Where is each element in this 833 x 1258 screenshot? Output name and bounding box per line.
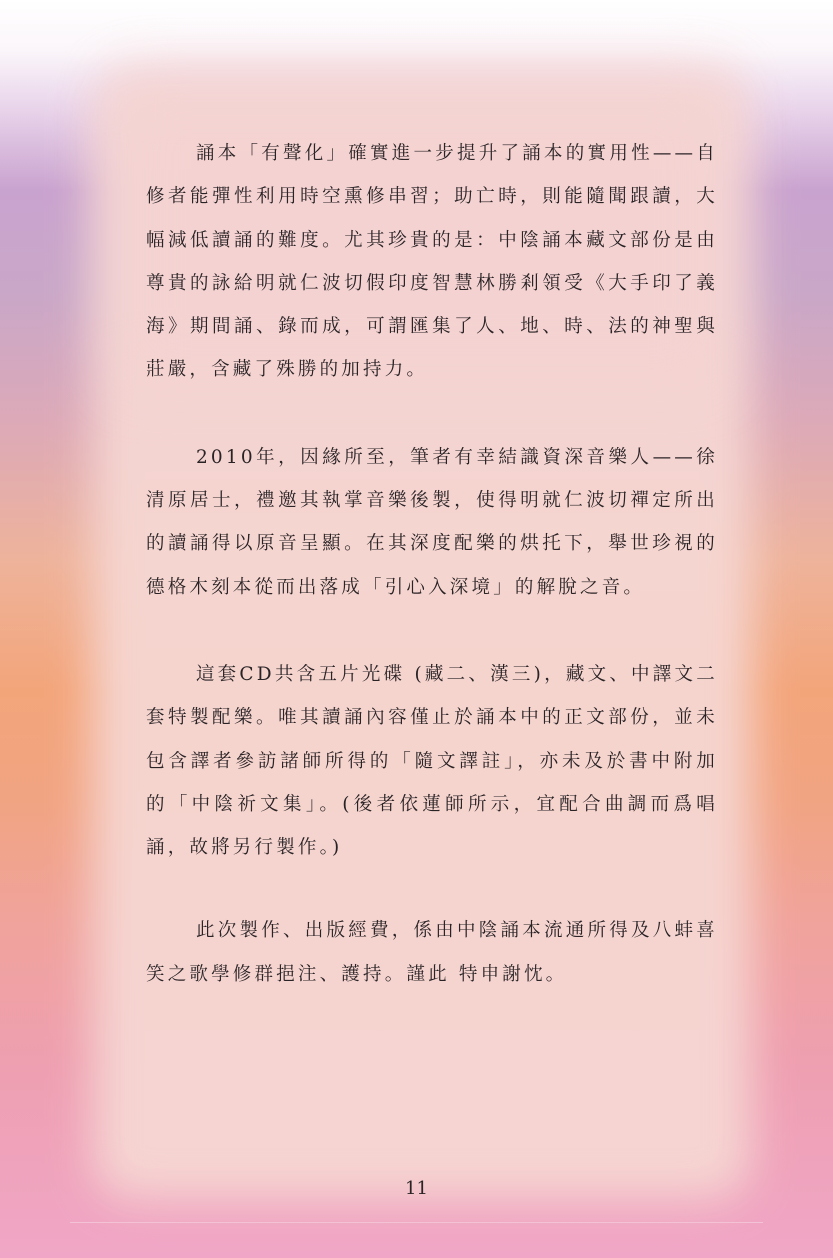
- paragraph-music-production: 2010年，因緣所至，筆者有幸結識資深音樂人——徐清原居士，禮邀其執掌音樂後製，使得明就仁波切禪定所出的讀誦得以原音呈顯。在其深度配樂的烘托下，舉世珍視的德格木刻本從而出落成「引心入深境」的解脫之音。: [146, 446, 718, 598]
- bottom-divider: [70, 1222, 763, 1223]
- page-number: 11: [405, 1178, 428, 1199]
- paragraph-acknowledgement: 此次製作、出版經費，係由中陰誦本流通所得及八蚌喜笑之歌學修群挹注、護持。謹此 特申謝忱。: [146, 920, 718, 985]
- paragraph-cd-contents: 這套CD共含五片光碟 (藏二、漢三)，藏文、中譯文二套特製配樂。唯其讀誦內容僅止於誦本中的正文部份，並未包含譯者參訪諸師所得的「隨文譯註」，亦未及於書中附加的「中陰祈文集」。(後者依蓮師所示，宜配合曲調而爲唱誦，故將另行製作。): [146, 663, 718, 859]
- paragraph-audio-version: 誦本「有聲化」確實進一步提升了誦本的實用性——自修者能彈性利用時空熏修串習；助亡時，則能隨聞跟讀，大幅減低讀誦的難度。尤其珍貴的是：中陰誦本藏文部份是由尊貴的詠給明就仁波切假印度智慧林勝剎領受《大手印了義海》期間誦、錄而成，可謂匯集了人、地、時、法的神聖與莊嚴，含藏了殊勝的加持力。: [146, 143, 718, 381]
- page-body: [146, 132, 718, 996]
